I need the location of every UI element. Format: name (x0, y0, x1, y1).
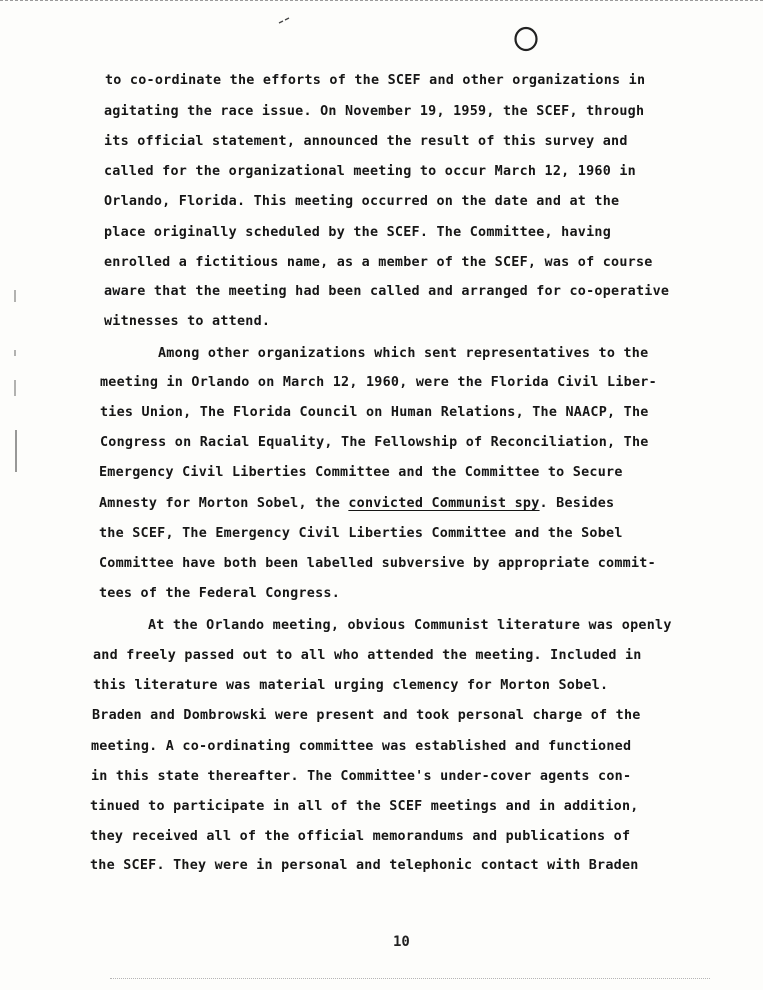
text-line: Orlando, Florida. This meeting occurred on the date and at the (104, 194, 620, 209)
text-line: Emergency Civil Liberties Committee and the Committee to Secure (99, 465, 623, 480)
text-line: called for the organizational meeting to occur March 12, 1960 in (104, 164, 636, 179)
text-line: enrolled a fictitious name, as a member of the SCEF, was of course (104, 255, 653, 270)
text-line: At the Orlando meeting, obvious Communist literature was openly (148, 618, 672, 633)
punch-hole-icon (513, 26, 539, 52)
text-line: place originally scheduled by the SCEF. The Committee, having (104, 225, 612, 240)
bottom-edge-rule (110, 978, 710, 981)
text-line: ties Union, The Florida Council on Human Relations, The NAACP, The (100, 405, 649, 420)
text-line: its official statement, announced the result of this survey and (104, 134, 628, 149)
text-line: in this state thereafter. The Committee's under-cover agents con- (91, 769, 632, 784)
text-segment: Amnesty for Morton Sobel, the (99, 496, 349, 511)
text-line: the SCEF. They were in personal and telephonic contact with Braden (90, 858, 639, 873)
text-line: Committee have both been labelled subversive by appropriate commit- (99, 556, 656, 571)
text-line: witnesses to attend. (104, 314, 271, 329)
text-line: this literature was material urging clemency for Morton Sobel. (93, 678, 609, 693)
page-number: 10 (393, 934, 410, 950)
text-line: the SCEF, The Emergency Civil Liberties Committee and the Sobel (99, 526, 623, 541)
margin-marks (10, 280, 22, 480)
text-line: tinued to participate in all of the SCEF meetings and in addition, (90, 799, 639, 814)
ink-speck (277, 17, 291, 25)
text-line: meeting. A co-ordinating committee was established and functioned (91, 739, 632, 754)
text-line: tees of the Federal Congress. (99, 586, 341, 601)
text-line: Braden and Dombrowski were present and took personal charge of the (92, 708, 641, 723)
text-segment: . Besides (539, 496, 615, 511)
text-line: aware that the meeting had been called and arranged for co-operative (104, 284, 670, 299)
text-line: they received all of the official memorandums and publications of (90, 829, 631, 844)
text-line: and freely passed out to all who attended the meeting. Included in (93, 648, 642, 663)
text-line (99, 496, 614, 512)
text-line: meeting in Orlando on March 12, 1960, were the Florida Civil Liber- (100, 375, 657, 390)
text-line: to co-ordinate the efforts of the SCEF and other organizations in (105, 73, 646, 88)
text-line: Congress on Racial Equality, The Fellowship of Reconciliation, The (100, 435, 649, 450)
top-edge-rule (0, 0, 763, 3)
text-line: agitating the race issue. On November 19, 1959, the SCEF, through (104, 104, 645, 119)
underlined-phrase: convicted Communist spy (348, 496, 540, 511)
text-line: Among other organizations which sent representatives to the (158, 346, 649, 361)
